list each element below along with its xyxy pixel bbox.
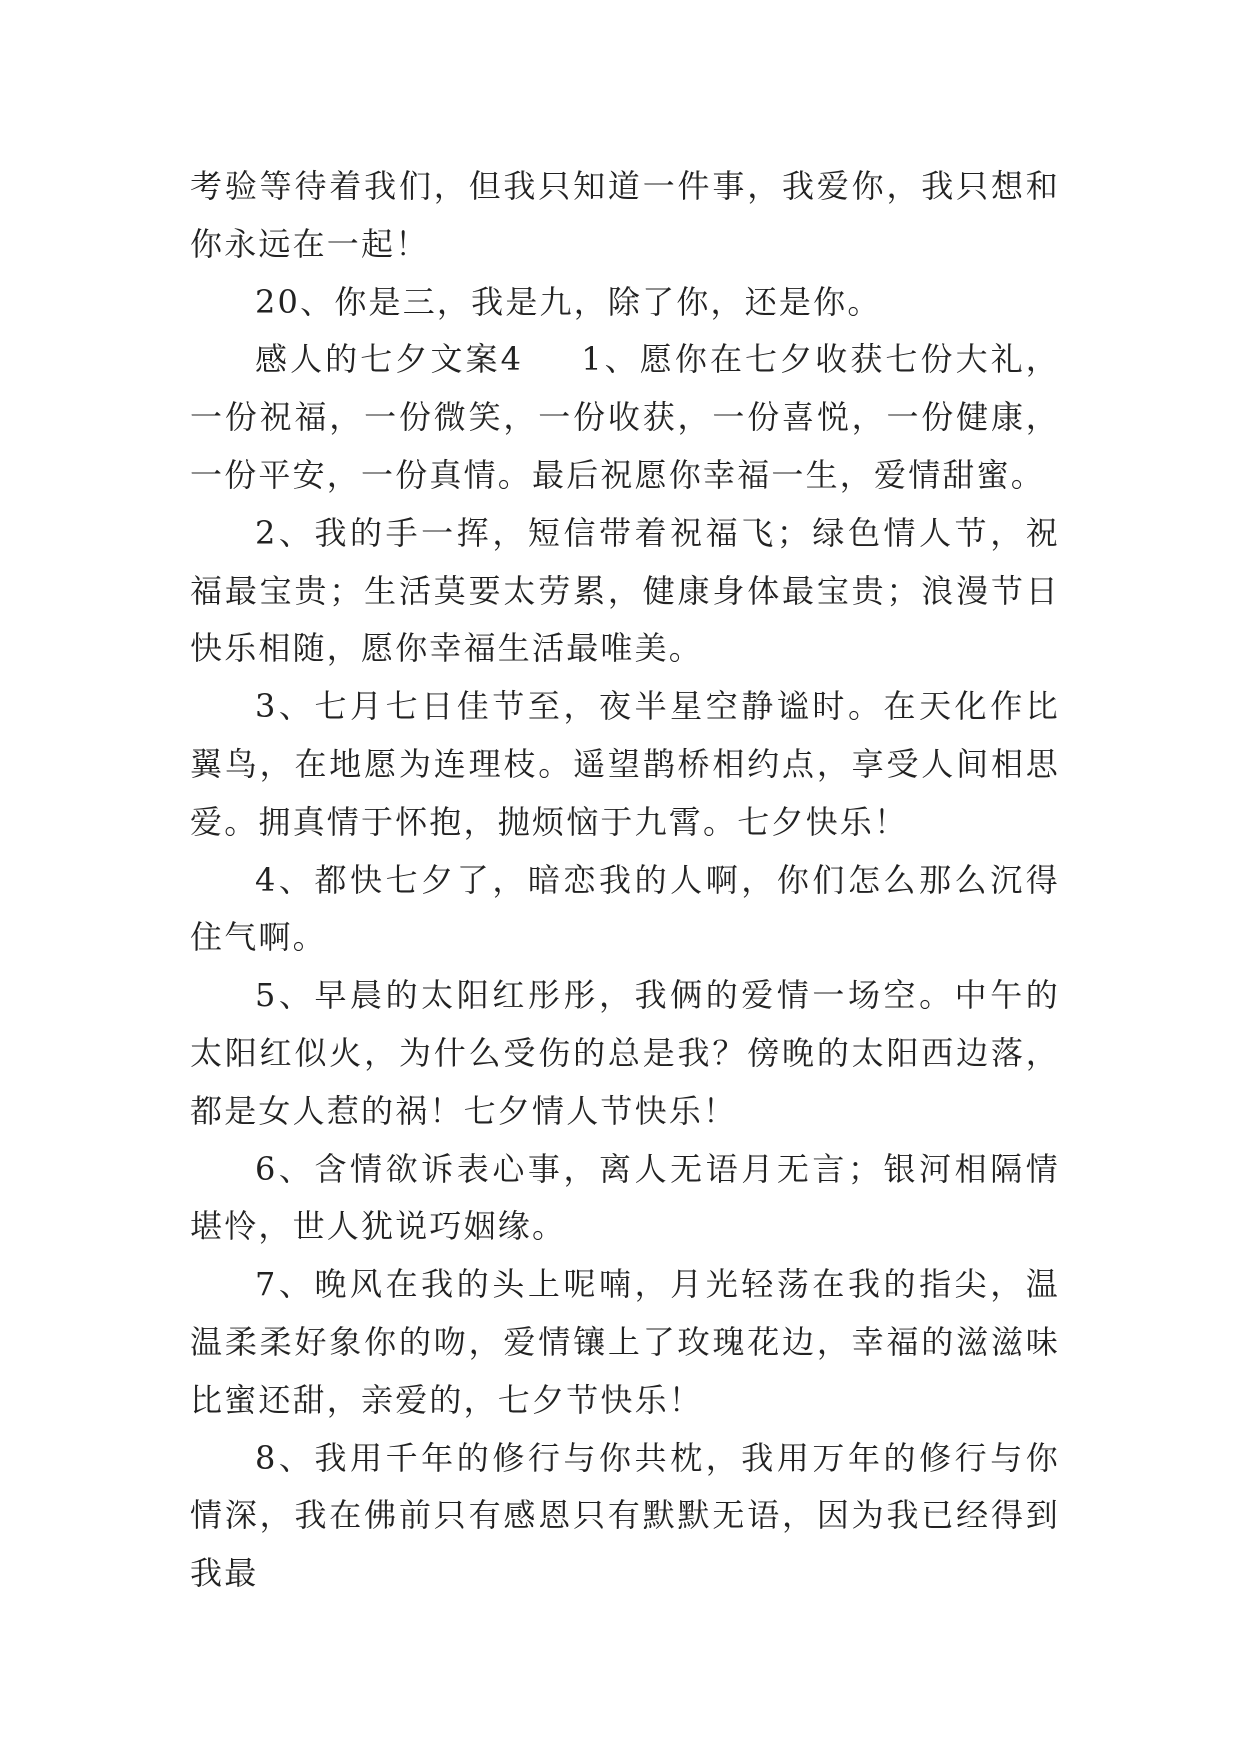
document-body — [190, 158, 1060, 1603]
paragraph-section-heading — [190, 331, 1060, 504]
paragraph-continuation: 考验等待着我们，但我只知道一件事，我爱你，我只想和你永远在一起！ — [190, 167, 1060, 263]
paragraph-item-6: 6、含情欲诉表心事，离人无语月无言；银河相隔情堪怜，世人犹说巧姻缘。 — [190, 1149, 1060, 1246]
paragraph-item-2: 2、我的手一挥，短信带着祝福飞；绿色情人节，祝福最宝贵；生活莫要太劳累，健康身体最宝贵；浪漫节日快乐相随，愿你幸福生活最唯美。 — [190, 513, 1060, 668]
paragraph-item-8: 8、我用千年的修行与你共枕，我用万年的修行与你情深，我在佛前只有感恩只有默默无语，因为我已经得到我最 — [190, 1438, 1060, 1593]
paragraph-item-1: 1、愿你在七夕收获七份大礼，一份祝福，一份微笑，一份收获，一份喜悦，一份健康，一份平安，一份真情。最后祝愿你幸福一生，爱情甜蜜。 — [190, 340, 1060, 494]
paragraph-item-20: 20、你是三，我是九，除了你，还是你。 — [255, 282, 882, 321]
paragraph-item-3: 3、七月七日佳节至，夜半星空静谧时。在天化作比翼鸟，在地愿为连理枝。遥望鹊桥相约点，享受人间相思爱。拥真情于怀抱，抛烦恼于九霄。七夕快乐！ — [190, 687, 1060, 841]
paragraph-item-7: 7、晚风在我的头上呢喃，月光轻荡在我的指尖，温温柔柔好象你的吻，爱情镶上了玫瑰花边，幸福的滋滋味比蜜还甜，亲爱的，七夕节快乐！ — [190, 1265, 1060, 1419]
paragraph-item-4: 4、都快七夕了，暗恋我的人啊，你们怎么那么沉得住气啊。 — [190, 860, 1060, 957]
paragraph-item-5: 5、早晨的太阳红彤彤，我俩的爱情一场空。中午的太阳红似火，为什么受伤的总是我？傍晚的太阳西边落，都是女人惹的祸！七夕情人节快乐！ — [190, 976, 1060, 1130]
section-heading: 感人的七夕文案4 — [255, 340, 524, 379]
